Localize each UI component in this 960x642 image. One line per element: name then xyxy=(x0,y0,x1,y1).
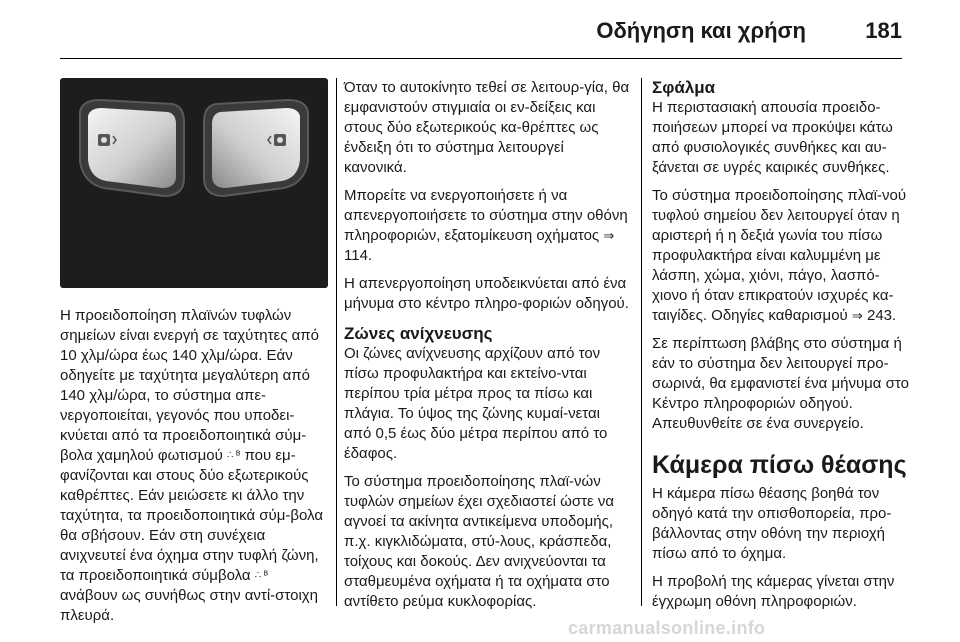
column-left xyxy=(60,78,328,626)
page-ref-arrow-icon: ⇒ xyxy=(603,228,615,243)
blind-spot-symbol-icon: ∴ ᴮ xyxy=(254,570,269,581)
activation-paragraph: Μπορείτε να ενεργοποιήσετε ή να απενεργοποιήσετε το σύστημα στην οθόνη πληροφοριών, εξατομίκευση οχήματος ⇒ 114. xyxy=(344,187,628,264)
blind-spot-symbol-icon: ∴ ᴮ xyxy=(227,450,241,461)
camera-display-paragraph: Η προβολή της κάμερας γίνεται στην έγχρωμη οθόνη πληροφοριών. xyxy=(652,573,895,610)
page-number: 181 xyxy=(865,18,902,43)
blind-spot-speed-paragraph: Η προειδοποίηση πλαϊνών τυφλών σημείων είναι ενεργή σε ταχύτητες από 10 χλμ/ώρα έως 140 χλμ/ώρα. Εάν οδηγείτε με ταχύτητα μεγαλύτερη από 140 χλμ/ώρα, το σύστημα απε-νεργοποιείται, γεγονός που υποδει-κνύεται από τα προειδοποιητικά σύμ-βολα χαμηλού φωτισμού ∴ ᴮ που εμ-φανίζονται και στους δύο εξωτερικούς καθρέπτες. Εάν μειώσετε κι άλλο την ταχύτητα, τα προειδοποιητικά σύμ-βολα θα σβήσουν. Εάν στη συνέχεια ανιχνευτεί ένα όχημα στην τυφλή ζώνη, τα προειδοποιητικά σύμβολα ∴ ᴮ ανάβουν ως συνήθως στην αντί-στοιχη πλευρά. xyxy=(60,307,324,624)
mirror-illustration xyxy=(60,78,328,288)
covered-bumper-paragraph: Το σύστημα προειδοποίησης πλαϊ-νού τυφλού σημείου δεν λειτουργεί όταν η αριστερή ή η δεξιά γωνία του πίσω προφυλακτήρα είναι καλυμμένη με λάσπη, χώμα, χιόνι, πάγο, λασπό-χιονο ή όταν επικρατούν ισχυρές κα-ταιγίδες. Οδηγίες καθαρισμού ⇒ 243. xyxy=(652,187,907,324)
right-mirror-glass xyxy=(212,108,300,188)
rear-camera-paragraph: Η κάμερα πίσω θέασης βοηθά τον οδηγό κατά την οπισθοπορεία, προ-βάλλοντας στην οθόνη την περιοχή πίσω από το όχημα. xyxy=(652,485,892,562)
left-mirror-glass xyxy=(88,108,176,188)
column-divider xyxy=(641,78,642,606)
page-header xyxy=(60,0,902,59)
page-ref-link[interactable]: 114. xyxy=(344,247,373,264)
heading-error: Σφάλμα xyxy=(652,78,716,97)
column-middle xyxy=(344,78,630,612)
heading-rear-camera: Κάμερα πίσω θέασης xyxy=(652,451,907,479)
deactivation-paragraph: Η απενεργοποίηση υποδεικνύεται από ένα μήνυμα στο κέντρο πληρο-φοριών οδηγού. xyxy=(344,275,629,312)
section-title: Οδήγηση και χρήση xyxy=(596,18,806,43)
error-paragraph: Η περιστασιακή απουσία προειδο-ποιήσεων μπορεί να προκύψει κάτω από φυσιολογικές συνθήκες και αυ-ξάνεται σε υγρές καιρικές συνθήκες. xyxy=(652,99,893,176)
heading-detection-zones: Ζώνες ανίχνευσης xyxy=(344,324,493,343)
detection-zones-paragraph: Οι ζώνες ανίχνευσης αρχίζουν από τον πίσω προφυλακτήρα και εκτείνο-νται περίπου τρία μέτρα προς τα πίσω και πλάγια. Το ύψος της ζώνης κυμαί-νεται από 0,5 έως δύο μέτρα περίπου από το έδαφος. xyxy=(344,345,608,462)
page-ref-arrow-icon: ⇒ xyxy=(851,308,863,323)
ignored-objects-paragraph: Το σύστημα προειδοποίησης πλαϊ-νών τυφλών σημείων έχει σχεδιαστεί ώστε να αγνοεί τα ακίνητα αντικείμενα υποδομής, π.χ. κιγκλιδώματα, στύ-λους, κράσπεδα, τοίχους και δοκούς. Δεν ανιχνεύονται τα σταθμευμένα οχήματα ή τα οχήματα στο αντίθετο ρεύμα κυκλοφορίας. xyxy=(344,473,615,610)
column-divider xyxy=(336,78,337,606)
page-ref-link[interactable]: 243. xyxy=(867,307,897,324)
mirror-illustration-drawing xyxy=(60,78,328,288)
fault-paragraph: Σε περίπτωση βλάβης στο σύστημα ή εάν το σύστημα δεν λειτουργεί προ-σωρινά, θα εμφανιστεί ένα μήνυμα στο Κέντρο πληροφοριών οδηγού. Απευθυνθείτε σε ένα συνεργείο. xyxy=(652,335,909,432)
column-right xyxy=(652,78,912,612)
watermark: carmanualsonline.info xyxy=(568,618,766,638)
startup-paragraph: Όταν το αυτοκίνητο τεθεί σε λειτουρ-γία, θα εμφανιστούν στιγμιαία οι εν-δείξεις και στους δύο εξωτερικούς κα-θρέπτες ως ένδειξη ότι το σύστημα λειτουργεί κανονικά. xyxy=(344,79,630,176)
